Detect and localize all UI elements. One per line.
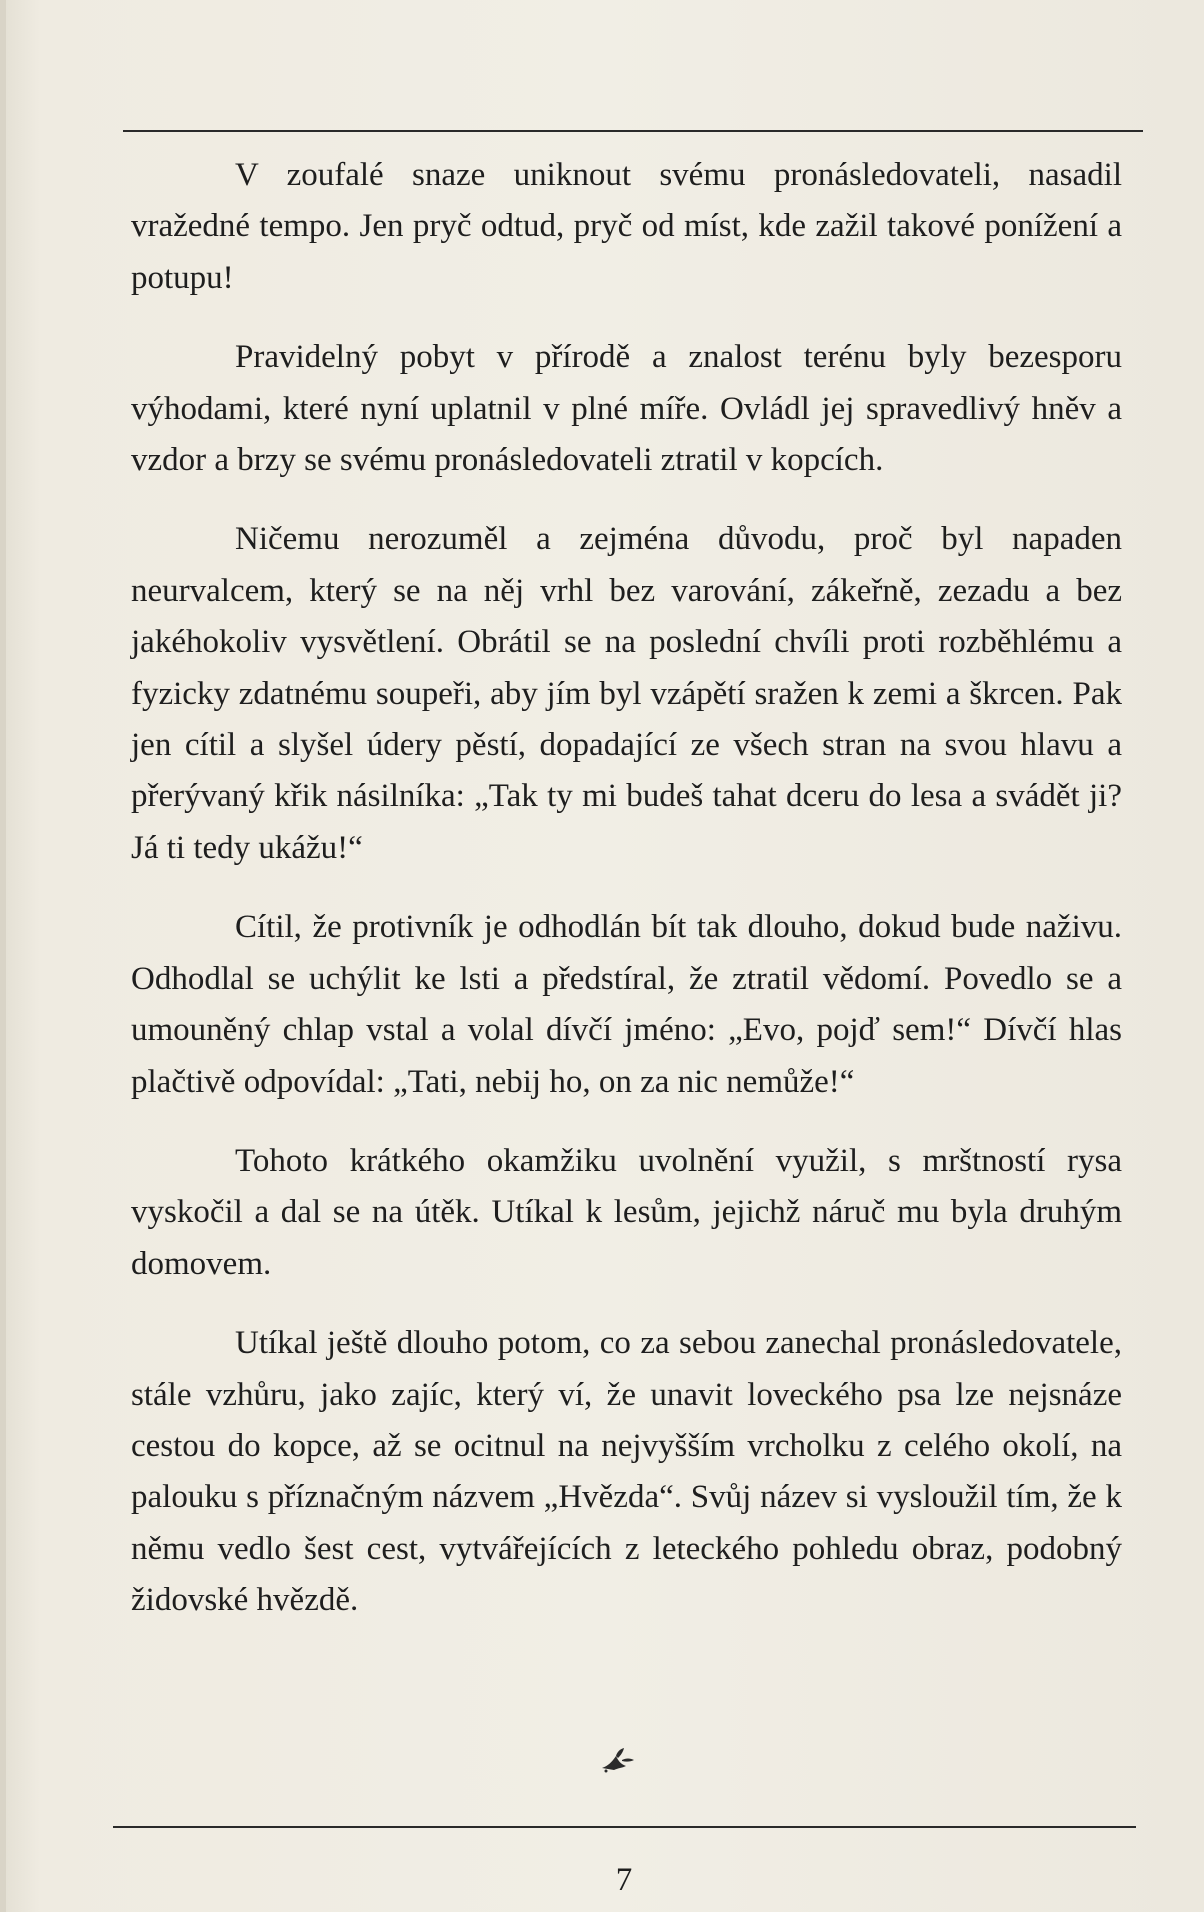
page-number: 7 [615,1862,633,1898]
body-text [131,150,1122,1655]
paragraph: Utíkal ještě dlouho potom, co za sebou zanechal pronásledovatele, stále vzhůru, jako zajíc, který ví, že unavit loveckého psa lze nejsnáze cestou do kopce, až se ocitnul na nejvyšším vrcholku z celého okolí, na palouku s příznačným názvem „Hvězda“. Svůj název si vysloužil tím, že k němu vedlo šest cest, vytvářejících z leteckého pohledu obraz, podobný židovské hvězdě. [131,1325,1122,1619]
leaf-flourish-icon [598,1746,638,1774]
page-edge [0,0,6,1912]
paragraph: V zoufalé snaze uniknout svému pronásledovateli, nasadil vražedné tempo. Jen pryč odtud, pryč od míst, kde zažil takové ponížení a potupu! [131,157,1122,296]
top-rule [123,130,1143,132]
paragraph: Cítil, že protivník je odhodlán bít tak dlouho, dokud bude naživu. Odhodlal se uchýlit ke lsti a předstíral, že ztratil vědomí. Povedlo se a umouněný chlap vstal a volal dívčí jméno: „Evo, pojď sem!“ Dívčí hlas plačtivě odpovídal: „Tati, nebij ho, on za nic nemůže!“ [131,909,1122,1100]
paragraph: Ničemu nerozuměl a zejména důvodu, proč byl napaden neurvalcem, který se na něj vrhl bez varování, zákeřně, zezadu a bez jakéhokoliv vysvětlení. Obrátil se na poslední chvíli proti rozběhlému a fyzicky zdatnému soupeři, aby jím byl vzápětí sražen k zemi a škrcen. Pak jen cítil a slyšel údery pěstí, dopadající ze všech stran na svou hlavu a přerývaný křik násilníka: „Tak ty mi budeš tahat dceru do lesa a svádět ji? Já ti tedy ukážu!“ [131,521,1122,866]
paragraph: Tohoto krátkého okamžiku uvolnění využil, s mrštností rysa vyskočil a dal se na útěk. Utíkal k lesům, jejichž náruč mu byla druhým domovem. [131,1142,1122,1282]
paragraph: Pravidelný pobyt v přírodě a znalost terénu byly bezesporu výhodami, které nyní uplatnil v plné míře. Ovládl jej spravedlivý hněv a vzdor a brzy se svému pronásledovateli ztratil v kopcích. [131,339,1122,479]
bottom-rule [113,1826,1136,1828]
